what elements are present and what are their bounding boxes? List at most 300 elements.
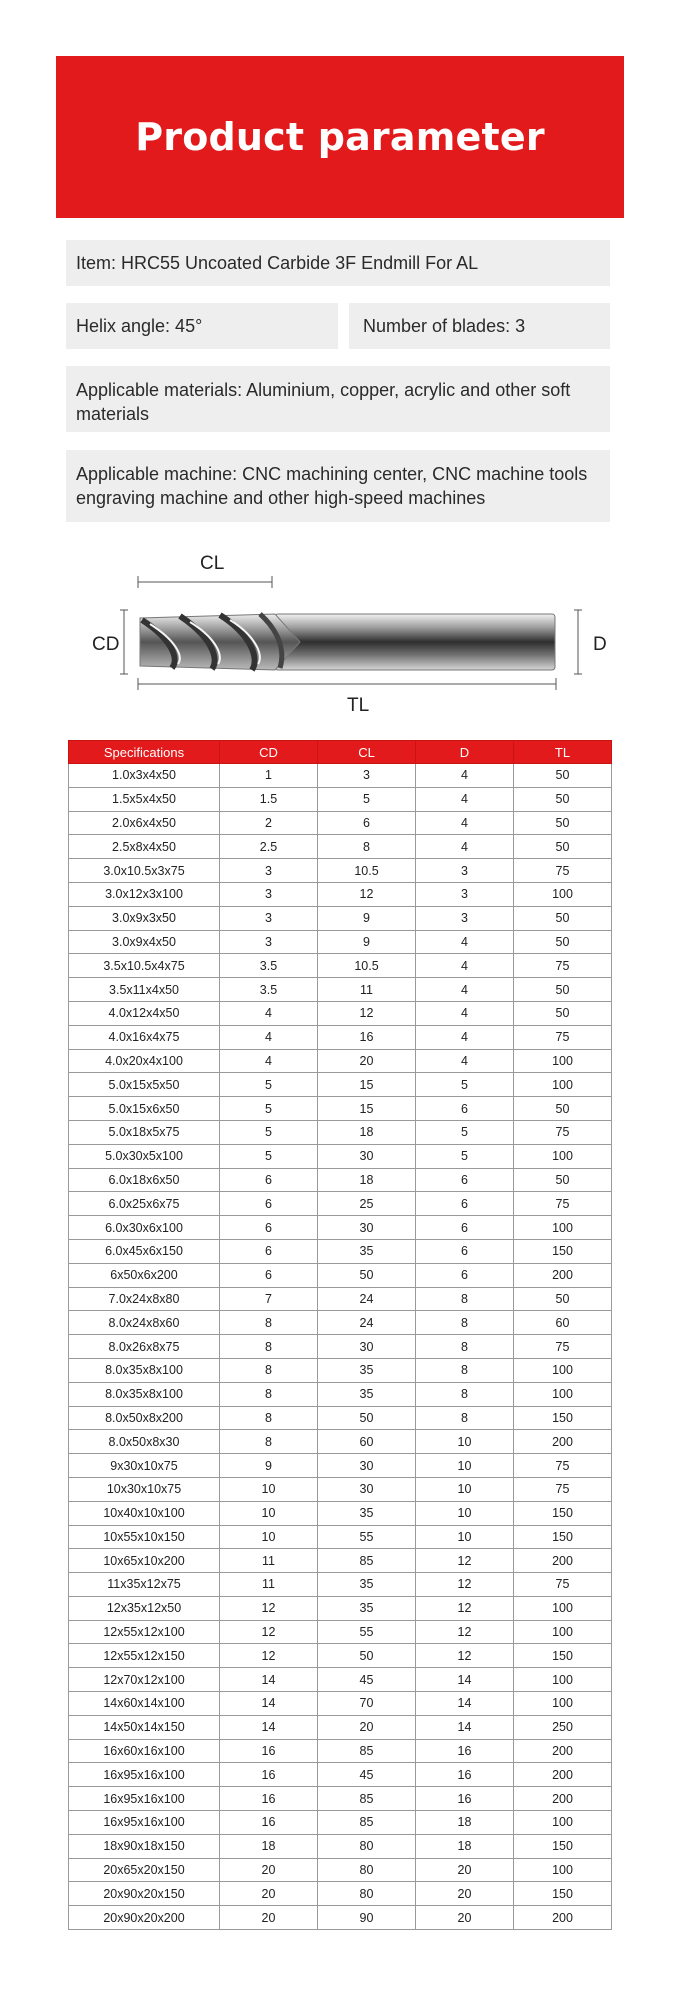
cl-cell: 85: [318, 1787, 416, 1811]
table-row: [69, 1477, 612, 1501]
cl-cell: 10.5: [318, 954, 416, 978]
spec-cell: 5.0x30x5x100: [69, 1144, 220, 1168]
tl-cell: 100: [514, 1858, 612, 1882]
endmill-drawing: [80, 548, 600, 718]
spec-cell: 1.5x5x4x50: [69, 787, 220, 811]
d-cell: 8: [416, 1311, 514, 1335]
cl-cell: 85: [318, 1739, 416, 1763]
tl-cell: 150: [514, 1406, 612, 1430]
d-cell: 6: [416, 1168, 514, 1192]
header-specifications: Specifications: [69, 741, 220, 764]
table-row: [69, 1168, 612, 1192]
cl-cell: 9: [318, 906, 416, 930]
d-cell: 12: [416, 1644, 514, 1668]
spec-cell: 14x50x14x150: [69, 1715, 220, 1739]
blades-text: Number of blades: 3: [363, 316, 526, 336]
cd-cell: 11: [220, 1573, 318, 1597]
spec-cell: 5.0x15x6x50: [69, 1097, 220, 1121]
tl-cell: 200: [514, 1263, 612, 1287]
tl-cell: 250: [514, 1715, 612, 1739]
d-cell: 4: [416, 978, 514, 1002]
table-row: [69, 1454, 612, 1478]
spec-cell: 9x30x10x75: [69, 1454, 220, 1478]
cl-cell: 90: [318, 1906, 416, 1930]
d-cell: 12: [416, 1549, 514, 1573]
cd-cell: 2: [220, 811, 318, 835]
table-row: [69, 1596, 612, 1620]
d-cell: 16: [416, 1787, 514, 1811]
spec-cell: 2.0x6x4x50: [69, 811, 220, 835]
spec-cell: 14x60x14x100: [69, 1692, 220, 1716]
tl-cell: 50: [514, 930, 612, 954]
tl-cell: 100: [514, 1692, 612, 1716]
cl-cell: 16: [318, 1025, 416, 1049]
tl-cell: 75: [514, 1192, 612, 1216]
spec-cell: 16x95x16x100: [69, 1763, 220, 1787]
cd-cell: 4: [220, 1001, 318, 1025]
page-title: Product parameter: [135, 115, 545, 159]
d-cell: 10: [416, 1525, 514, 1549]
spec-cell: 4.0x20x4x100: [69, 1049, 220, 1073]
cl-cell: 15: [318, 1097, 416, 1121]
tl-cell: 200: [514, 1430, 612, 1454]
tl-cell: 200: [514, 1549, 612, 1573]
cl-cell: 24: [318, 1287, 416, 1311]
cd-cell: 8: [220, 1335, 318, 1359]
cd-cell: 3.5: [220, 978, 318, 1002]
spec-cell: 4.0x12x4x50: [69, 1001, 220, 1025]
spec-cell: 16x95x16x100: [69, 1787, 220, 1811]
cl-cell: 60: [318, 1430, 416, 1454]
cd-cell: 5: [220, 1097, 318, 1121]
tl-cell: 75: [514, 1025, 612, 1049]
table-row: [69, 1573, 612, 1597]
tl-cell: 50: [514, 1097, 612, 1121]
spec-cell: 20x65x20x150: [69, 1858, 220, 1882]
cd-cell: 8: [220, 1430, 318, 1454]
cl-cell: 30: [318, 1335, 416, 1359]
tl-cell: 60: [514, 1311, 612, 1335]
tl-cell: 100: [514, 1358, 612, 1382]
tl-cell: 75: [514, 1120, 612, 1144]
d-label: D: [593, 634, 607, 655]
cd-cell: 3: [220, 882, 318, 906]
blades-field: [349, 303, 610, 349]
d-cell: 6: [416, 1239, 514, 1263]
cd-cell: 8: [220, 1358, 318, 1382]
tl-cell: 50: [514, 978, 612, 1002]
cd-cell: 16: [220, 1787, 318, 1811]
cd-cell: 12: [220, 1596, 318, 1620]
cl-cell: 11: [318, 978, 416, 1002]
cl-cell: 85: [318, 1811, 416, 1835]
table-row: [69, 1335, 612, 1359]
tl-cell: 50: [514, 1001, 612, 1025]
d-cell: 5: [416, 1120, 514, 1144]
cd-cell: 16: [220, 1763, 318, 1787]
tl-cell: 150: [514, 1525, 612, 1549]
tl-cell: 200: [514, 1787, 612, 1811]
table-row: [69, 1382, 612, 1406]
cd-cell: 1: [220, 764, 318, 788]
cd-cell: 20: [220, 1858, 318, 1882]
cl-cell: 18: [318, 1168, 416, 1192]
spec-cell: 10x55x10x150: [69, 1525, 220, 1549]
d-cell: 4: [416, 811, 514, 835]
cl-cell: 6: [318, 811, 416, 835]
spec-cell: 6.0x30x6x100: [69, 1216, 220, 1240]
spec-cell: 5.0x15x5x50: [69, 1073, 220, 1097]
d-cell: 6: [416, 1097, 514, 1121]
cl-cell: 10.5: [318, 859, 416, 883]
cd-cell: 6: [220, 1168, 318, 1192]
cl-cell: 50: [318, 1263, 416, 1287]
tl-cell: 50: [514, 835, 612, 859]
cl-cell: 55: [318, 1620, 416, 1644]
d-cell: 3: [416, 906, 514, 930]
spec-cell: 8.0x50x8x200: [69, 1406, 220, 1430]
cl-cell: 35: [318, 1382, 416, 1406]
table-row: [69, 1430, 612, 1454]
cd-cell: 14: [220, 1692, 318, 1716]
cd-cell: 10: [220, 1477, 318, 1501]
spec-cell: 2.5x8x4x50: [69, 835, 220, 859]
table-row: [69, 1192, 612, 1216]
table-row: [69, 1834, 612, 1858]
cd-cell: 4: [220, 1049, 318, 1073]
d-cell: 8: [416, 1382, 514, 1406]
spec-cell: 12x55x12x150: [69, 1644, 220, 1668]
table-row: [69, 882, 612, 906]
table-row: [69, 764, 612, 788]
tl-cell: 50: [514, 811, 612, 835]
table-row: [69, 906, 612, 930]
table-row: [69, 1073, 612, 1097]
cl-cell: 12: [318, 1001, 416, 1025]
cl-cell: 9: [318, 930, 416, 954]
helix-angle-text: Helix angle: 45°: [76, 316, 203, 336]
table-row: [69, 978, 612, 1002]
cd-cell: 20: [220, 1882, 318, 1906]
tl-cell: 75: [514, 859, 612, 883]
cd-cell: 10: [220, 1525, 318, 1549]
table-row: [69, 1025, 612, 1049]
cd-cell: 8: [220, 1311, 318, 1335]
tl-cell: 100: [514, 1596, 612, 1620]
spec-cell: 16x60x16x100: [69, 1739, 220, 1763]
cd-cell: 12: [220, 1620, 318, 1644]
spec-cell: 8.0x26x8x75: [69, 1335, 220, 1359]
machine-text: Applicable machine: CNC machining center, CNC machine tools engraving machine and other high-speed machines: [76, 464, 588, 508]
table-row: [69, 1882, 612, 1906]
cl-cell: 30: [318, 1144, 416, 1168]
spec-cell: 12x70x12x100: [69, 1668, 220, 1692]
tl-cell: 200: [514, 1906, 612, 1930]
cl-cell: 30: [318, 1477, 416, 1501]
spec-cell: 6.0x25x6x75: [69, 1192, 220, 1216]
cd-cell: 16: [220, 1739, 318, 1763]
table-row: [69, 1644, 612, 1668]
cd-cell: 3: [220, 930, 318, 954]
tl-cell: 200: [514, 1763, 612, 1787]
cl-cell: 55: [318, 1525, 416, 1549]
spec-cell: 10x40x10x100: [69, 1501, 220, 1525]
spec-cell: 10x65x10x200: [69, 1549, 220, 1573]
tl-cell: 75: [514, 1454, 612, 1478]
d-cell: 4: [416, 835, 514, 859]
header-cl: CL: [318, 741, 416, 764]
d-cell: 20: [416, 1906, 514, 1930]
table-row: [69, 787, 612, 811]
table-row: [69, 1906, 612, 1930]
helix-angle-field: [66, 303, 338, 349]
tl-cell: 75: [514, 1335, 612, 1359]
cd-cell: 7: [220, 1287, 318, 1311]
d-cell: 20: [416, 1858, 514, 1882]
spec-cell: 3.5x11x4x50: [69, 978, 220, 1002]
d-cell: 14: [416, 1715, 514, 1739]
tl-cell: 50: [514, 906, 612, 930]
cl-cell: 85: [318, 1549, 416, 1573]
cl-cell: 20: [318, 1715, 416, 1739]
cd-cell: 5: [220, 1120, 318, 1144]
cl-cell: 5: [318, 787, 416, 811]
d-cell: 8: [416, 1358, 514, 1382]
table-row: [69, 1811, 612, 1835]
machine-field: [66, 450, 610, 522]
cl-cell: 3: [318, 764, 416, 788]
spec-cell: 12x55x12x100: [69, 1620, 220, 1644]
item-text: Item: HRC55 Uncoated Carbide 3F Endmill For AL: [76, 253, 479, 273]
tl-cell: 150: [514, 1644, 612, 1668]
table-row: [69, 1739, 612, 1763]
table-header-row: [69, 741, 612, 764]
tl-cell: 75: [514, 1573, 612, 1597]
cd-cell: 6: [220, 1216, 318, 1240]
table-row: [69, 1406, 612, 1430]
item-field: [66, 240, 610, 286]
cl-cell: 30: [318, 1454, 416, 1478]
cl-cell: 24: [318, 1311, 416, 1335]
tl-cell: 150: [514, 1239, 612, 1263]
d-cell: 8: [416, 1287, 514, 1311]
cl-cell: 35: [318, 1501, 416, 1525]
d-cell: 8: [416, 1406, 514, 1430]
d-cell: 4: [416, 764, 514, 788]
cl-cell: 15: [318, 1073, 416, 1097]
specifications-table: [68, 740, 612, 1930]
table-row: [69, 1763, 612, 1787]
table-row: [69, 1668, 612, 1692]
d-cell: 14: [416, 1668, 514, 1692]
cd-cell: 6: [220, 1192, 318, 1216]
table-row: [69, 1287, 612, 1311]
table-row: [69, 930, 612, 954]
table-row: [69, 1049, 612, 1073]
table-row: [69, 1620, 612, 1644]
materials-field: [66, 366, 610, 432]
spec-cell: 7.0x24x8x80: [69, 1287, 220, 1311]
materials-text: Applicable materials: Aluminium, copper, acrylic and other soft materials: [76, 380, 571, 424]
d-cell: 10: [416, 1501, 514, 1525]
spec-cell: 8.0x35x8x100: [69, 1382, 220, 1406]
spec-cell: 10x30x10x75: [69, 1477, 220, 1501]
table-row: [69, 1787, 612, 1811]
cd-cell: 8: [220, 1406, 318, 1430]
cd-cell: 5: [220, 1144, 318, 1168]
spec-cell: 8.0x50x8x30: [69, 1430, 220, 1454]
tl-cell: 50: [514, 1287, 612, 1311]
d-cell: 10: [416, 1430, 514, 1454]
cd-label: CD: [92, 634, 120, 655]
d-cell: 18: [416, 1811, 514, 1835]
cl-cell: 35: [318, 1596, 416, 1620]
cd-cell: 14: [220, 1668, 318, 1692]
spec-cell: 3.0x12x3x100: [69, 882, 220, 906]
cd-cell: 5: [220, 1073, 318, 1097]
d-cell: 18: [416, 1834, 514, 1858]
spec-cell: 5.0x18x5x75: [69, 1120, 220, 1144]
tl-cell: 75: [514, 954, 612, 978]
spec-cell: 3.0x9x4x50: [69, 930, 220, 954]
tl-cell: 150: [514, 1501, 612, 1525]
tl-cell: 100: [514, 1382, 612, 1406]
tl-cell: 100: [514, 882, 612, 906]
d-cell: 10: [416, 1454, 514, 1478]
cl-cell: 50: [318, 1406, 416, 1430]
cd-cell: 9: [220, 1454, 318, 1478]
spec-cell: 3.0x9x3x50: [69, 906, 220, 930]
d-cell: 6: [416, 1216, 514, 1240]
table-row: [69, 1525, 612, 1549]
cl-label: CL: [200, 553, 225, 574]
cd-cell: 6: [220, 1263, 318, 1287]
tl-cell: 100: [514, 1668, 612, 1692]
tl-label: TL: [347, 695, 370, 716]
tl-cell: 100: [514, 1620, 612, 1644]
table-row: [69, 1358, 612, 1382]
spec-cell: 8.0x35x8x100: [69, 1358, 220, 1382]
d-cell: 12: [416, 1573, 514, 1597]
table-row: [69, 954, 612, 978]
cd-cell: 3: [220, 859, 318, 883]
cd-cell: 3.5: [220, 954, 318, 978]
spec-cell: 20x90x20x150: [69, 1882, 220, 1906]
table-row: [69, 811, 612, 835]
tl-cell: 100: [514, 1073, 612, 1097]
cl-cell: 45: [318, 1668, 416, 1692]
cd-cell: 1.5: [220, 787, 318, 811]
cd-cell: 20: [220, 1906, 318, 1930]
cd-cell: 12: [220, 1644, 318, 1668]
cl-cell: 12: [318, 882, 416, 906]
d-cell: 10: [416, 1477, 514, 1501]
d-cell: 4: [416, 1049, 514, 1073]
table-row: [69, 1001, 612, 1025]
d-cell: 6: [416, 1263, 514, 1287]
d-cell: 4: [416, 954, 514, 978]
d-cell: 8: [416, 1335, 514, 1359]
table-row: [69, 835, 612, 859]
table-row: [69, 1216, 612, 1240]
cl-cell: 30: [318, 1216, 416, 1240]
tl-cell: 150: [514, 1834, 612, 1858]
header-cd: CD: [220, 741, 318, 764]
tl-cell: 50: [514, 1168, 612, 1192]
cd-cell: 18: [220, 1834, 318, 1858]
d-cell: 4: [416, 787, 514, 811]
spec-cell: 1.0x3x4x50: [69, 764, 220, 788]
tl-cell: 100: [514, 1216, 612, 1240]
spec-cell: 11x35x12x75: [69, 1573, 220, 1597]
cl-cell: 8: [318, 835, 416, 859]
cl-cell: 35: [318, 1358, 416, 1382]
cl-cell: 80: [318, 1882, 416, 1906]
table-row: [69, 1239, 612, 1263]
cl-cell: 45: [318, 1763, 416, 1787]
spec-cell: 6.0x45x6x150: [69, 1239, 220, 1263]
d-cell: 5: [416, 1073, 514, 1097]
d-cell: 4: [416, 930, 514, 954]
cl-cell: 35: [318, 1239, 416, 1263]
cl-cell: 80: [318, 1834, 416, 1858]
cd-cell: 2.5: [220, 835, 318, 859]
cd-cell: 8: [220, 1382, 318, 1406]
tl-cell: 75: [514, 1477, 612, 1501]
table-row: [69, 1549, 612, 1573]
table-row: [69, 1263, 612, 1287]
d-cell: 16: [416, 1763, 514, 1787]
cl-cell: 35: [318, 1573, 416, 1597]
table-row: [69, 859, 612, 883]
table-row: [69, 1715, 612, 1739]
cl-cell: 25: [318, 1192, 416, 1216]
table-row: [69, 1692, 612, 1716]
spec-cell: 18x90x18x150: [69, 1834, 220, 1858]
d-cell: 14: [416, 1692, 514, 1716]
cd-cell: 4: [220, 1025, 318, 1049]
spec-cell: 8.0x24x8x60: [69, 1311, 220, 1335]
cd-cell: 16: [220, 1811, 318, 1835]
endmill-diagram: [80, 548, 607, 718]
d-cell: 4: [416, 1025, 514, 1049]
d-cell: 5: [416, 1144, 514, 1168]
cd-cell: 14: [220, 1715, 318, 1739]
table-row: [69, 1120, 612, 1144]
cd-cell: 11: [220, 1549, 318, 1573]
spec-cell: 20x90x20x200: [69, 1906, 220, 1930]
header-d: D: [416, 741, 514, 764]
cd-cell: 10: [220, 1501, 318, 1525]
spec-cell: 6.0x18x6x50: [69, 1168, 220, 1192]
d-cell: 12: [416, 1620, 514, 1644]
d-cell: 6: [416, 1192, 514, 1216]
tl-cell: 100: [514, 1049, 612, 1073]
table-row: [69, 1858, 612, 1882]
table-row: [69, 1501, 612, 1525]
cl-cell: 80: [318, 1858, 416, 1882]
spec-cell: 4.0x16x4x75: [69, 1025, 220, 1049]
d-cell: 3: [416, 882, 514, 906]
cl-cell: 18: [318, 1120, 416, 1144]
table-row: [69, 1144, 612, 1168]
header-tl: TL: [514, 741, 612, 764]
tl-cell: 50: [514, 787, 612, 811]
spec-cell: 6x50x6x200: [69, 1263, 220, 1287]
cl-cell: 50: [318, 1644, 416, 1668]
spec-cell: 16x95x16x100: [69, 1811, 220, 1835]
table-row: [69, 1097, 612, 1121]
